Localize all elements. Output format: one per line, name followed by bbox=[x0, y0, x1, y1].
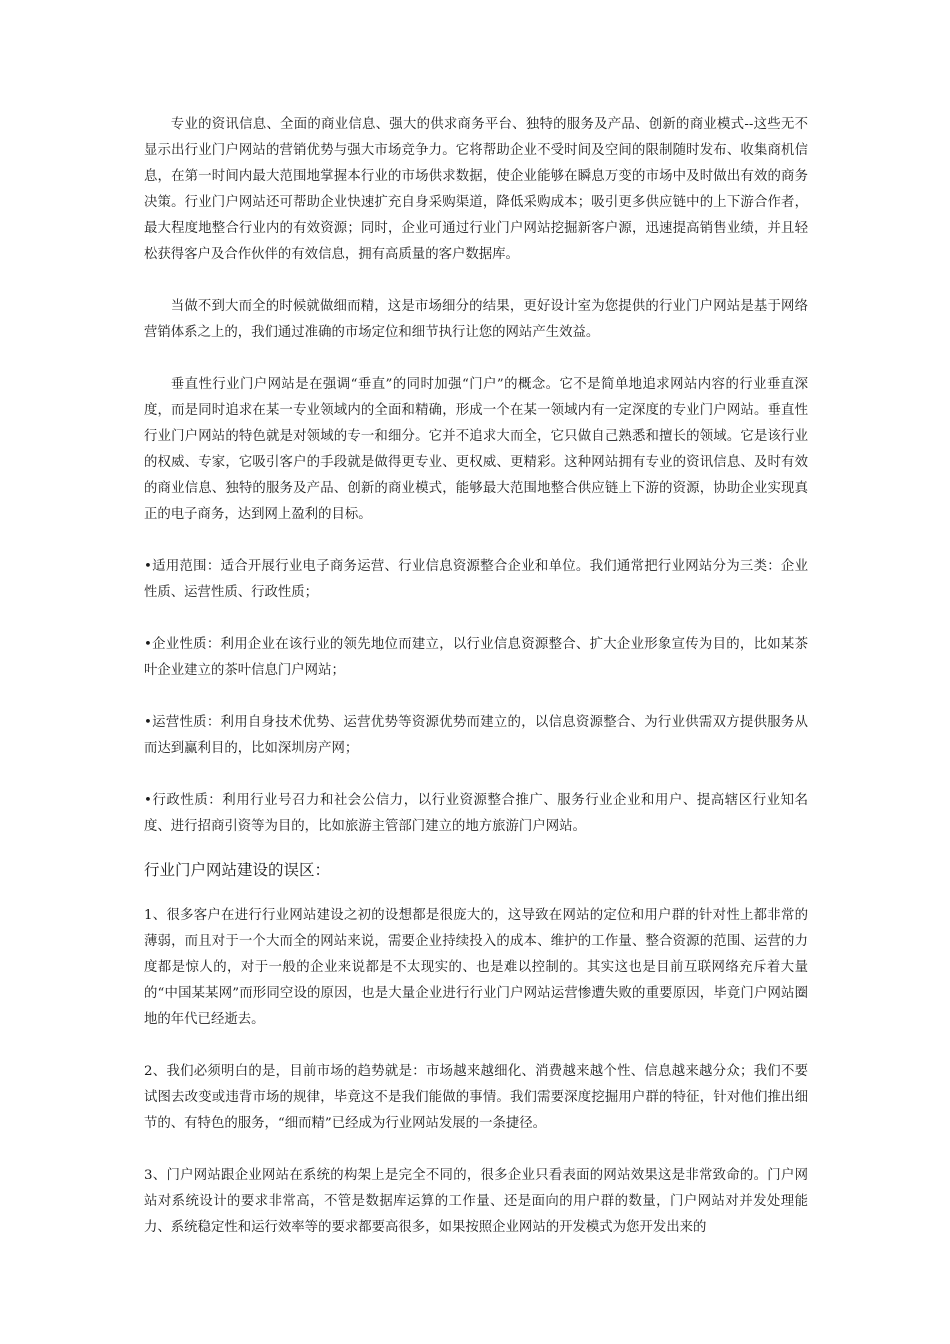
intro-paragraph-3: 垂直性行业门户网站是在强调“垂直”的同时加强“门户”的概念。它不是简单地追求网站内容的行业垂直深度，而是同时追求在某一专业领域内的全面和精确，形成一个在某一领域内有一定深度的专业门户网站。垂直性行业门户网站的特色就是对领域的专一和细分。它并不追求大而全，它只做自己熟悉和擅长的领域。它是该行业的权威、专家，它吸引客户的手段就是做得更专业、更权威、更精彩。这种网站拥有专业的资讯信息、及时有效的商业信息、独特的服务及产品、创新的商业模式，能够最大范围地整合供应链上下游的资源，协助企业实现真正的电子商务，达到网上盈利的目标。 bbox=[144, 377, 808, 522]
bullet-enterprise: •企业性质：利用企业在该行业的领先地位而建立，以行业信息资源整合、扩大企业形象宣传为目的，比如某茶叶企业建立的茶叶信息门户网站； bbox=[144, 637, 808, 678]
numbered-paragraph-1: 1、很多客户在进行行业网站建设之初的设想都是很庞大的，这导致在网站的定位和用户群的针对性上都非常的薄弱，而且对于一个大而全的网站来说，需要企业持续投入的成本、维护的工作量、整合资源的范围、运营的力度都是惊人的，对于一般的企业来说都是不太现实的、也是难以控制的。其实这也是目前互联网络充斥着大量的“中国某某网”而形同空设的原因，也是大量企业进行行业门户网站运营惨遭失败的重要原因，毕竟门户网站圈地的年代已经逝去。 bbox=[144, 908, 808, 1027]
bullet-scope: •适用范围：适合开展行业电子商务运营、行业信息资源整合企业和单位。我们通常把行业网站分为三类：企业性质、运营性质、行政性质； bbox=[144, 559, 808, 600]
intro-paragraph-2: 当做不到大而全的时候就做细而精，这是市场细分的结果，更好设计室为您提供的行业门户网站是基于网络营销体系之上的，我们通过准确的市场定位和细节执行让您的网站产生效益。 bbox=[144, 299, 808, 340]
bullet-administrative: •行政性质：利用行业号召力和社会公信力，以行业资源整合推广、服务行业企业和用户、提高辖区行业知名度、进行招商引资等为目的，比如旅游主管部门建立的地方旅游门户网站。 bbox=[144, 793, 808, 834]
section-heading: 行业门户网站建设的误区： bbox=[144, 861, 331, 879]
bullet-operational: •运营性质：利用自身技术优势、运营优势等资源优势而建立的，以信息资源整合、为行业供需双方提供服务从而达到赢利目的，比如深圳房产网； bbox=[144, 715, 808, 756]
document-body bbox=[144, 112, 808, 1241]
numbered-paragraph-2: 2、我们必须明白的是，目前市场的趋势就是：市场越来越细化、消费越来越个性、信息越来越分众；我们不要试图去改变或违背市场的规律，毕竟这不是我们能做的事情。我们需要深度挖掘用户群的特征，针对他们推出细节的、有特色的服务，“细而精”已经成为行业网站发展的一条捷径。 bbox=[144, 1064, 808, 1131]
intro-paragraph-1: 专业的资讯信息、全面的商业信息、强大的供求商务平台、独特的服务及产品、创新的商业模式--这些无不显示出行业门户网站的营销优势与强大市场竞争力。它将帮助企业不受时间及空间的限制随时发布、收集商机信息，在第一时间内最大范围地掌握本行业的市场供求数据，使企业能够在瞬息万变的市场中及时做出有效的商务决策。行业门户网站还可帮助企业快速扩充自身采购渠道，降低采购成本；吸引更多供应链中的上下游合作者，最大程度地整合行业内的有效资源；同时，企业可通过行业门户网站挖掘新客户源，迅速提高销售业绩，并且轻松获得客户及合作伙伴的有效信息，拥有高质量的客户数据库。 bbox=[144, 117, 808, 262]
numbered-paragraph-3: 3、门户网站跟企业网站在系统的构架上是完全不同的，很多企业只看表面的网站效果这是非常致命的。门户网站对系统设计的要求非常高，不管是数据库运算的工作量、还是面向的用户群的数量，门户网站对并发处理能力、系统稳定性和运行效率等的要求都要高很多，如果按照企业网站的开发模式为您开发出来的 bbox=[144, 1168, 808, 1235]
